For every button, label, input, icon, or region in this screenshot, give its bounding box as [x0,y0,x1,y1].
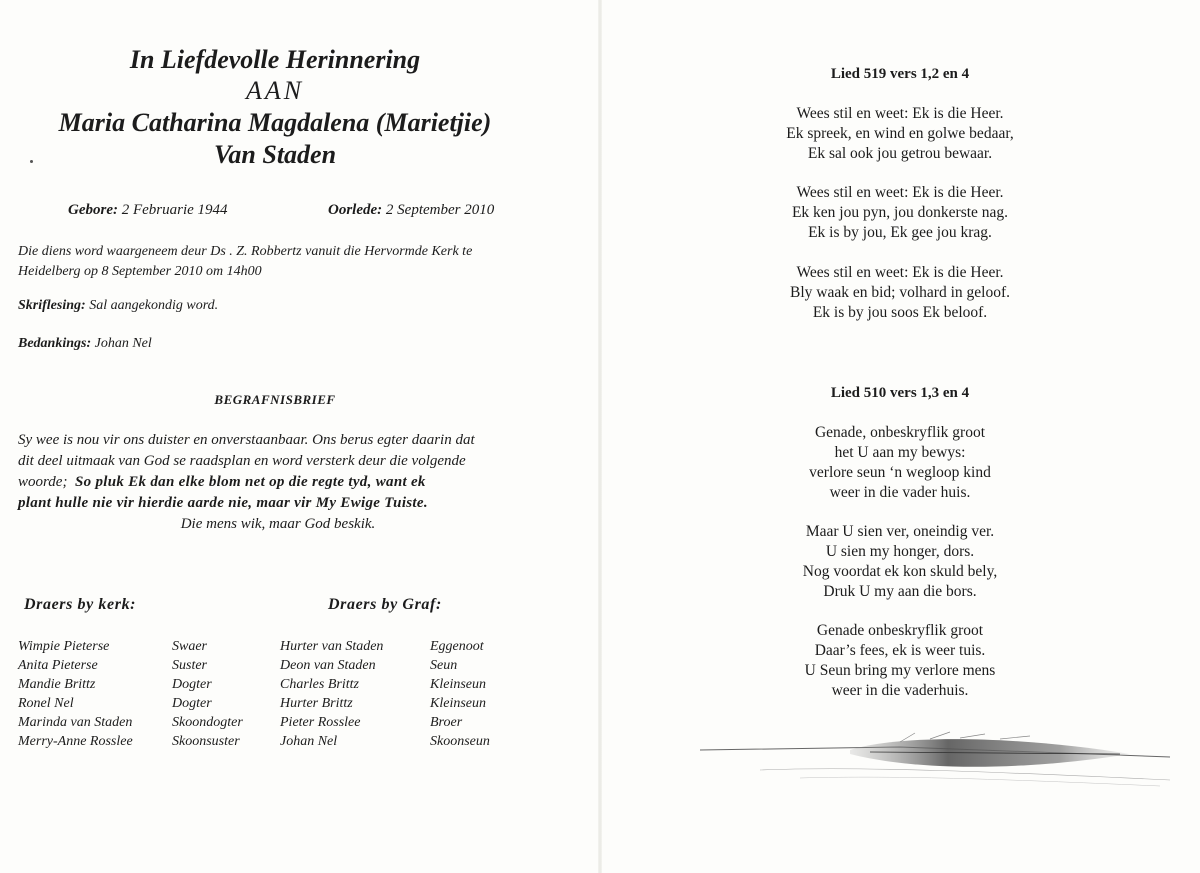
grave-bearer-name: Hurter Brittz [280,696,353,711]
verse-line: weer in die vader huis. [829,484,971,501]
grave-bearers-heading: Draers by Graf: [328,596,442,613]
born-value: 2 Februarie 1944 [121,202,228,218]
brief-line-3 [18,472,538,493]
died-label: Oorlede: [328,202,383,218]
verse-line: Ek ken jou pyn, jou donkerste nag. [791,204,1009,221]
verse-line: Wees stil en weet: Ek is die Heer. [796,105,1004,122]
hymn-519-verse-2 [640,183,1160,243]
verse-line: Bly waak en bid; volhard in geloof. [790,284,1010,301]
church-bearer-name: Wimpie Pieterse [18,639,110,654]
verse-line: weer in die vaderhuis. [831,682,969,699]
church-bearer-names [18,637,133,751]
service-line-1: Die diens word waargeneem deur Ds . Z. Robbertz vanuit die Hervormde Kerk te [18,244,473,259]
church-bearer-name: Marinda van Staden [18,715,133,730]
hymn-510-verse-2 [640,522,1160,602]
church-bearer-name: Merry-Anne Rosslee [18,734,133,749]
reading-label: Skriflesing: [18,298,86,313]
grave-bearer-name: Charles Brittz [280,677,359,692]
verse-line: Genade onbeskryflik groot [816,622,984,639]
deceased-surname: Van Staden [213,140,337,169]
church-bearer-relation: Swaer [172,639,207,654]
service-details [18,242,538,282]
church-bearer-relation: Suster [172,658,207,673]
feather-icon [700,730,1180,790]
title-line-1: In Liefdevolle Herinnering [129,45,421,74]
born-date [68,202,228,219]
verse-line: het U aan my bewys: [834,444,966,461]
brief-line-1: Sy wee is nou vir ons duister en onverstaanbaar. Ons berus egter daarin dat [18,432,475,448]
hymn-519-verse-1 [640,104,1160,164]
deceased-name: Maria Catharina Magdalena (Marietjie) [58,108,492,137]
hymn-510-verse-1 [640,423,1160,503]
hymn-519-verse-3 [640,263,1160,323]
church-bearer-relation: Skoondogter [172,715,243,730]
church-bearers-heading: Draers by kerk: [24,596,137,613]
church-bearer-relation: Dogter [172,696,212,711]
brief-line-2: dit deel uitmaak van God se raadsplan en word versterk deur die volgende [18,453,466,469]
scripture-reading [18,298,218,314]
church-bearer-relation: Skoonsuster [172,734,240,749]
died-value: 2 September 2010 [385,202,495,218]
church-bearer-name: Ronel Nel [18,696,74,711]
funeral-letter [18,430,538,535]
grave-bearer-relation: Kleinseun [430,677,486,692]
grave-bearer-relation: Kleinseun [430,696,486,711]
verse-line: Genade, onbeskryflik groot [814,424,986,441]
church-bearer-name: Mandie Brittz [18,677,96,692]
thanks-value: Johan Nel [94,336,152,351]
brief-line-4-bold: plant hulle nie vir hierdie aarde nie, maar vir My Ewige Tuiste. [18,495,428,511]
verse-line: Ek is by jou, Ek gee jou krag. [808,224,992,241]
brief-line-3-plain: woorde; [18,474,68,490]
hymn-519-heading: Lied 519 vers 1,2 en 4 [830,66,970,82]
church-bearer-relation: Dogter [172,677,212,692]
verse-line: Ek is by jou soos Ek beloof. [812,304,988,321]
hymn-510-verse-3 [640,621,1160,701]
brief-heading: BEGRAFNISBRIEF [214,392,336,407]
reading-value: Sal aangekondig word. [89,298,219,313]
grave-bearer-relation: Eggenoot [430,639,484,654]
verse-line: U Seun bring my verlore mens [804,662,996,679]
verse-line: Daar’s fees, ek is weer tuis. [814,642,986,659]
page-fold [598,0,602,873]
grave-bearer-relation: Broer [430,715,463,730]
grave-bearer-relation: Skoonseun [430,734,490,749]
church-bearer-name: Anita Pieterse [18,658,98,673]
verse-line: Druk U my aan die bors. [823,583,977,600]
died-date [328,202,494,219]
church-bearer-relations [172,637,243,751]
verse-line: verlore seun ‘n wegloop kind [809,464,991,481]
brief-line-5: Die mens wik, maar God beskik. [180,516,376,532]
verse-line: Wees stil en weet: Ek is die Heer. [796,264,1004,281]
grave-bearer-name: Deon van Staden [280,658,376,673]
grave-bearer-names [280,637,383,751]
verse-line: Maar U sien ver, oneindig ver. [805,523,995,540]
born-label: Gebore: [68,202,118,218]
verse-line: Ek spreek, en wind en golwe bedaar, [786,125,1014,142]
verse-line: U sien my honger, dors. [825,543,975,560]
grave-bearer-name: Hurter van Staden [280,639,384,654]
thanks [18,336,152,352]
title-line-2: AAN [245,76,305,105]
hymn-510-heading: Lied 510 vers 1,3 en 4 [830,385,970,401]
service-line-2: Heidelberg op 8 September 2010 om 14h00 [18,264,262,279]
grave-bearer-relation: Seun [430,658,458,673]
thanks-label: Bedankings: [18,336,92,351]
brief-line-3-bold: So pluk Ek dan elke blom net op die regte tyd, want ek [74,474,426,490]
grave-bearer-relations [430,637,490,751]
verse-line: Wees stil en weet: Ek is die Heer. [796,184,1004,201]
grave-bearer-name: Pieter Rosslee [280,715,361,730]
grave-bearer-name: Johan Nel [280,734,338,749]
verse-line: Ek sal ook jou getrou bewaar. [807,145,993,162]
verse-line: Nog voordat ek kon skuld bely, [802,563,998,580]
